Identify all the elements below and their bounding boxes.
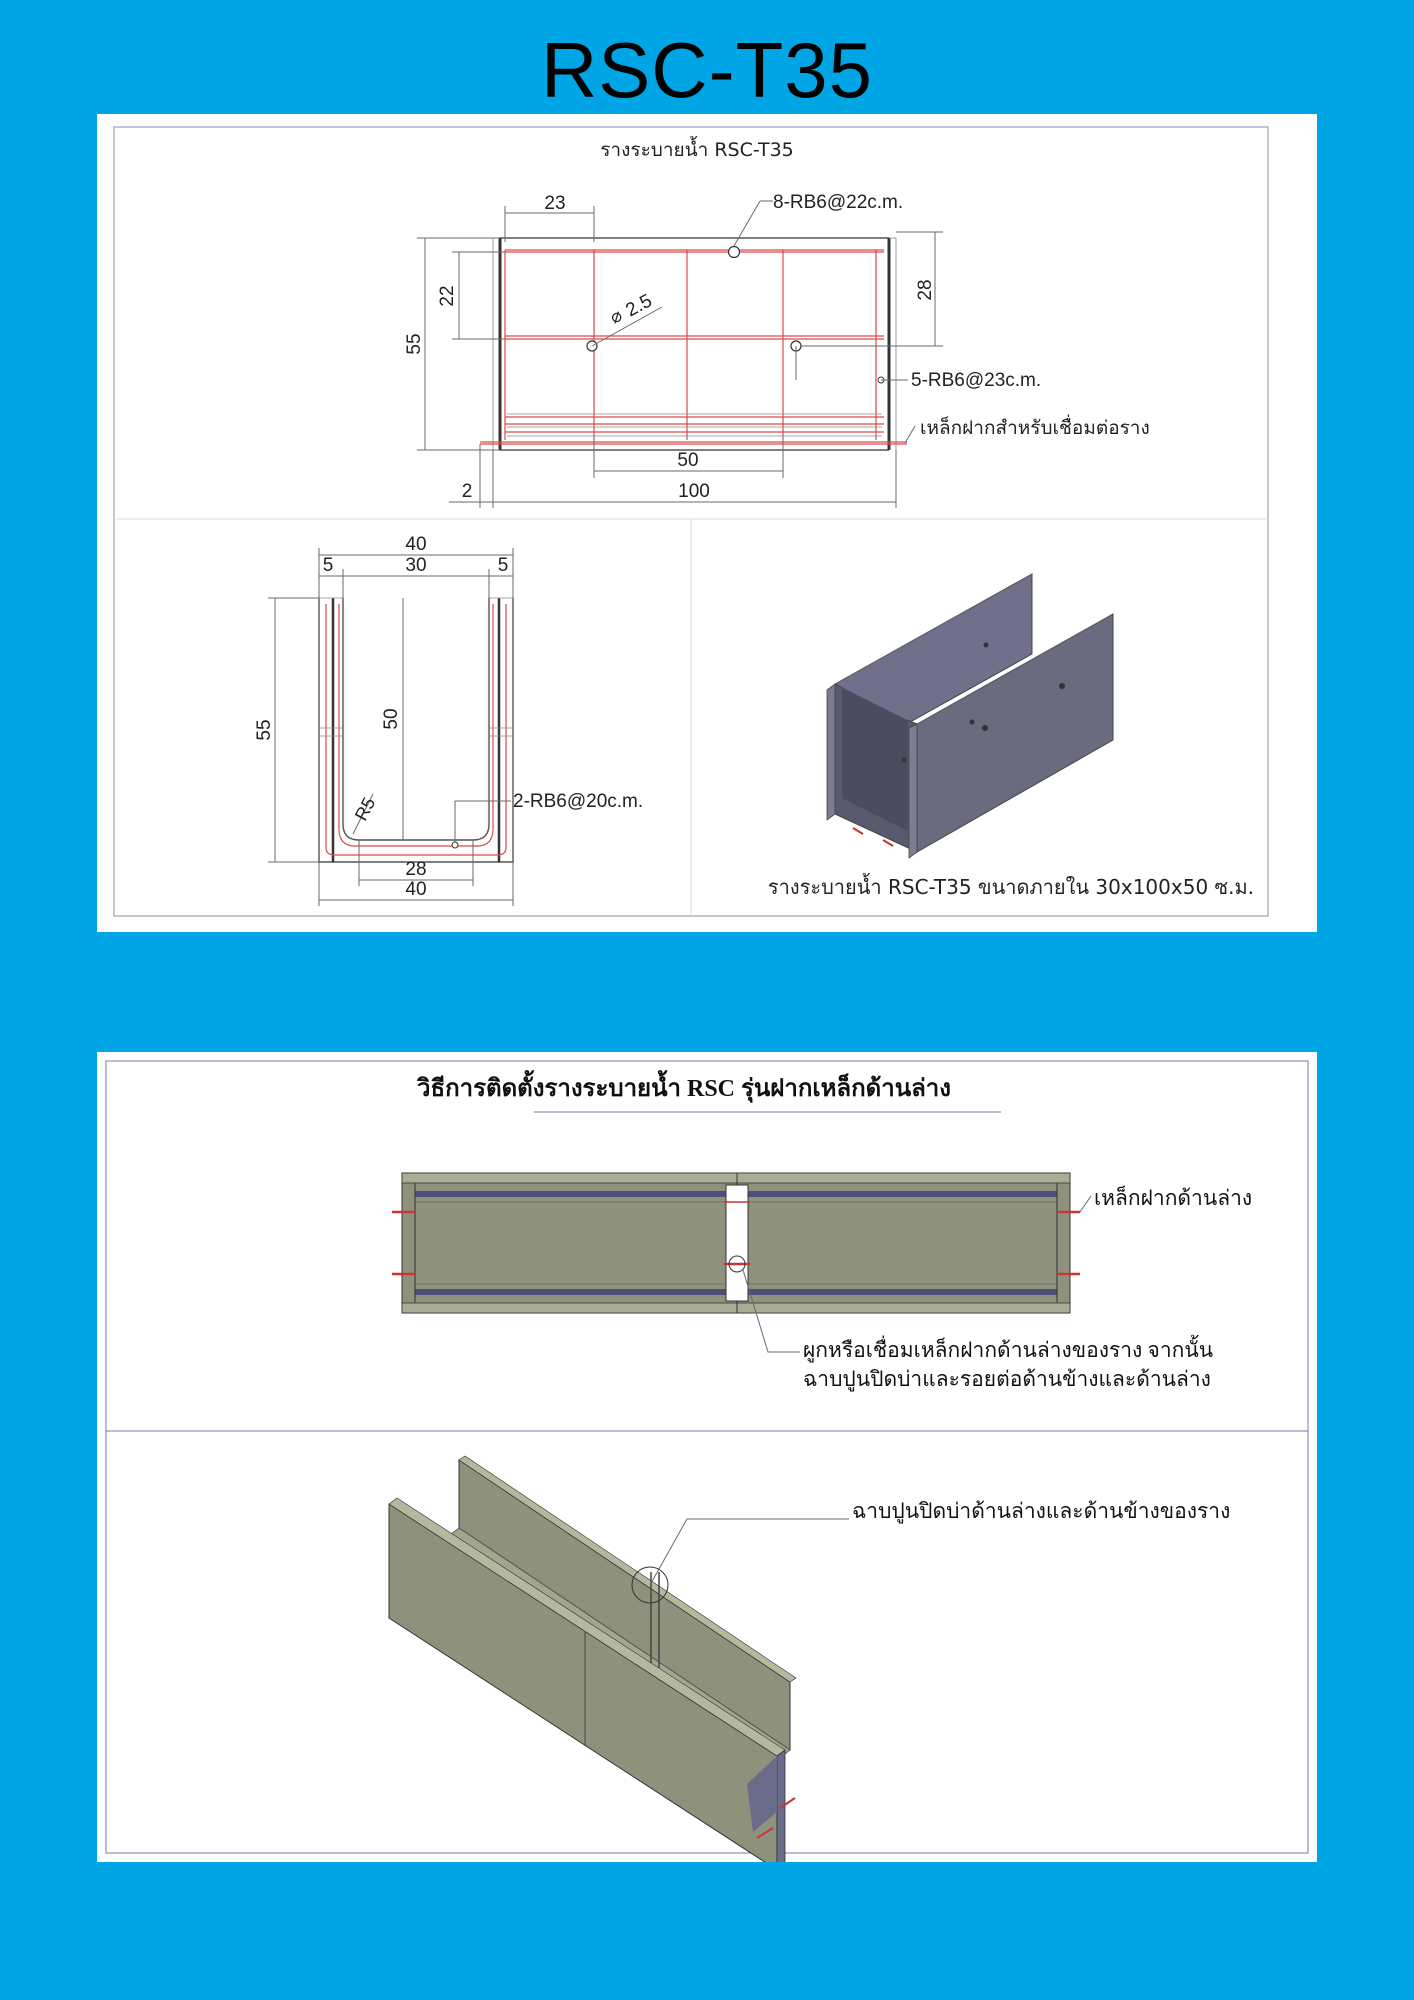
page-title: RSC-T35 — [540, 26, 874, 114]
cross-section-view — [254, 534, 643, 906]
plan-dim-2: 2 — [461, 481, 473, 502]
section-dim-30: 30 — [405, 555, 427, 576]
isometric-view — [768, 572, 1254, 899]
section-callout-bars: 2-RB6@20c.m. — [513, 791, 644, 812]
plan-view — [404, 136, 1150, 508]
section-dim-5-left: 5 — [322, 555, 334, 576]
section-radius: R5 — [350, 794, 380, 824]
section-dim-5-right: 5 — [497, 555, 509, 576]
installation-drawings — [97, 1052, 1317, 1862]
drawing-panel-installation — [97, 1052, 1317, 1862]
plan-dia-symbol: ⌀ — [606, 304, 626, 328]
plan-callout-top-bars: 8-RB6@22c.m. — [773, 192, 904, 213]
plan-dim-22: 22 — [437, 285, 458, 307]
callout-bottom-steel: เหล็กฝากด้านล่าง — [1094, 1186, 1253, 1210]
drawing-panel-specs — [97, 114, 1317, 932]
section-dim-28: 28 — [405, 859, 427, 880]
plan-dim-100: 100 — [678, 481, 710, 502]
isometric-caption: รางระบายน้ำ RSC-T35 ขนาดภายใน 30x100x50 ซ.ม. — [767, 875, 1254, 899]
plan-dim-50: 50 — [677, 450, 699, 471]
installation-isometric-view — [389, 1456, 1230, 1862]
callout-tie-line1: ผูกหรือเชื่อมเหล็กฝากด้านล่างของราง จากนั้น — [803, 1338, 1214, 1362]
plan-dim-diameter: 2.5 — [622, 290, 656, 322]
callout-tie-line2: ฉาบปูนปิดบ่าและรอยต่อด้านข้างและด้านล่าง — [803, 1367, 1211, 1391]
section-dim-40-bottom: 40 — [405, 879, 427, 900]
section-dim-55: 55 — [254, 719, 275, 741]
installation-title: วิธีการติดตั้งรางระบายน้ำ RSC รุ่นฝากเหล็กด้านล่าง — [416, 1076, 952, 1102]
callout-plaster: ฉาบปูนปิดบ่าด้านล่างและด้านข้างของราง — [852, 1499, 1231, 1523]
installation-top-view — [392, 1173, 1252, 1392]
plan-callout-cover-steel: เหล็กฝากสำหรับเชื่อมต่อราง — [920, 417, 1150, 439]
plan-title: รางระบายน้ำ RSC-T35 — [600, 139, 794, 161]
section-dim-40-top: 40 — [405, 534, 427, 555]
plan-callout-side-bars: 5-RB6@23c.m. — [911, 370, 1042, 391]
section-dim-50: 50 — [381, 708, 402, 730]
plan-dim-28: 28 — [915, 279, 936, 301]
plan-dim-23: 23 — [544, 193, 566, 214]
spec-drawings — [97, 114, 1317, 932]
plan-dim-55: 55 — [404, 333, 425, 355]
